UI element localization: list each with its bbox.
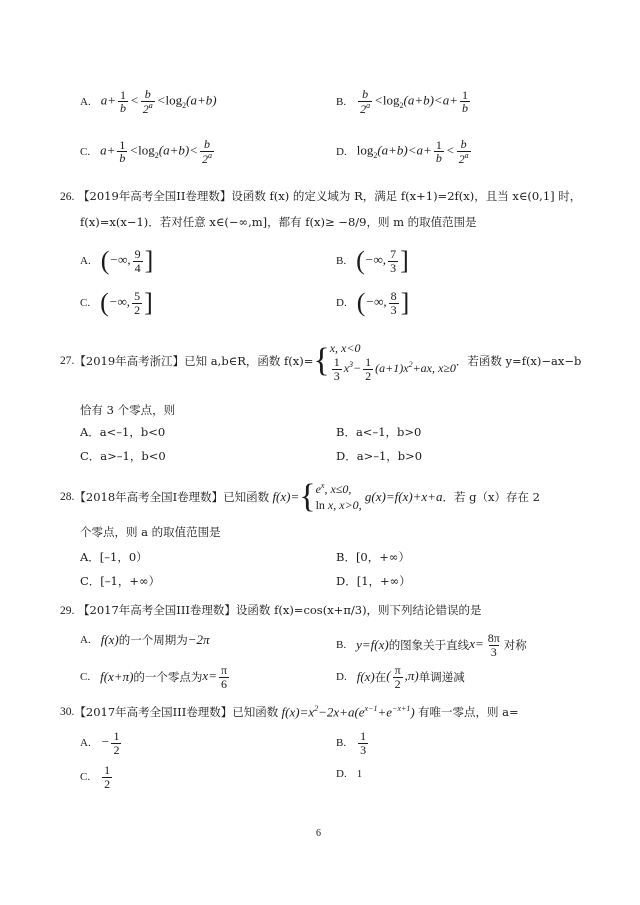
q28-option-b: B．[0，+∞）: [336, 550, 410, 564]
q28-option-d: D．[1，+∞）: [336, 574, 411, 588]
q30-option-b: B. $\frac{1}{3}$: [336, 729, 367, 757]
q25-option-b: B. $\frac{b}{2^a}$ $<\log_2(a+b)<a+$ $\frac{1}{b}$: [336, 87, 468, 116]
q26-option-b: B. (−∞, $\frac{7}{3}$ ]: [336, 246, 409, 276]
q25-option-c: C. a+ $\frac{1}{b}$ $<\log_2(a+b)<$ $\frac{b}{2^a}$: [80, 137, 212, 166]
q28-option-c: C．[–1，+∞）: [80, 574, 161, 588]
q26-stem-line1: 26. 【2019年高考全国II卷理数】设函数 f(x) 的定义域为 R，满足 f(x+1)=2f(x)，且当 x∈(0,1] 时，: [60, 189, 582, 203]
q29-option-d: D. f(x) 在 ( $\frac{\pi}{2}$ ,π) 单调递减: [336, 663, 465, 691]
q29-option-c: C. f(x+π) 的一个零点为 x= $\frac{\pi}{6}$: [80, 663, 228, 691]
q27-stem-line2: 恰有 3 个零点，则: [80, 403, 176, 417]
q25-option-d: D. $\log_2(a+b)<a+$ $\frac{1}{b}$ < $\frac{b}{2^a}$: [336, 137, 469, 166]
q30-option-c: C. $\frac{1}{2}$: [80, 763, 111, 791]
q28-option-a: A．[–1，0）: [80, 550, 148, 564]
page-number: 6: [316, 828, 321, 839]
q27-stem-line1: 27. 【2019年高考浙江】 已知 a,b∈R，函数 f(x)= { x, x<0 $\frac{1}{3}$ $x^3-$ $\frac{1}{2}$ $(a+1)x^2+ax$, x≥0 ．若函数 y=f(x)−ax−b: [60, 341, 582, 383]
q26-option-c: C. (−∞, $\frac{5}{2}$ ]: [80, 288, 153, 318]
q27-option-b: B．a<–1，b>0: [336, 425, 422, 439]
q29-option-a: A. f(x)的一个周期为−2π: [80, 632, 210, 647]
q26-option-a: A. (−∞, $\frac{9}{4}$ ]: [80, 246, 154, 276]
q28-stem-line2: 个零点，则 a 的取值范围是: [80, 525, 221, 539]
q26-stem-line2: f(x)=x(x−1)．若对任意 x∈(−∞,m]，都有 f(x)≥ −8/9，则 m 的取值范围是: [80, 215, 477, 229]
q26-option-d: D. (−∞, $\frac{8}{3}$ ]: [336, 288, 410, 318]
q30-option-a: A. − $\frac{1}{2}$: [80, 729, 120, 757]
q27-option-c: C．a>–1，b<0: [80, 449, 166, 463]
q29-option-b: B. y=f(x) 的图象关于直线 x= $\frac{8\pi}{3}$ 对称: [336, 631, 527, 659]
q30-option-d: D. 1: [336, 768, 363, 780]
q27-option-d: D．a>–1，b>0: [336, 449, 423, 463]
q27-option-a: A．a<–1，b<0: [80, 425, 166, 439]
q30-stem: 30. 【2017年高考全国III卷理数】 已知函数 $f(x)=x^2-2x+a(e^{x-1}+e^{-x+1})$ 有唯一零点，则 a=: [60, 704, 519, 720]
q25-option-a: A. a+ $\frac{1}{b}$ < $\frac{b}{2^a}$ $<\log_2(a+b)$: [80, 87, 217, 116]
q28-stem-line1: 28. 【2018年高考全国Ⅰ卷理数】 已知函数 f(x)= { $e^x$, x≤0, ln x, x>0, g(x)=f(x)+x+a ．若 g（x）存在 2: [60, 478, 540, 515]
q29-stem: 29. 【2017年高考全国III卷理数】设函数 f(x)=cos(x+π/3)，则下列结论错误的是: [60, 603, 482, 617]
